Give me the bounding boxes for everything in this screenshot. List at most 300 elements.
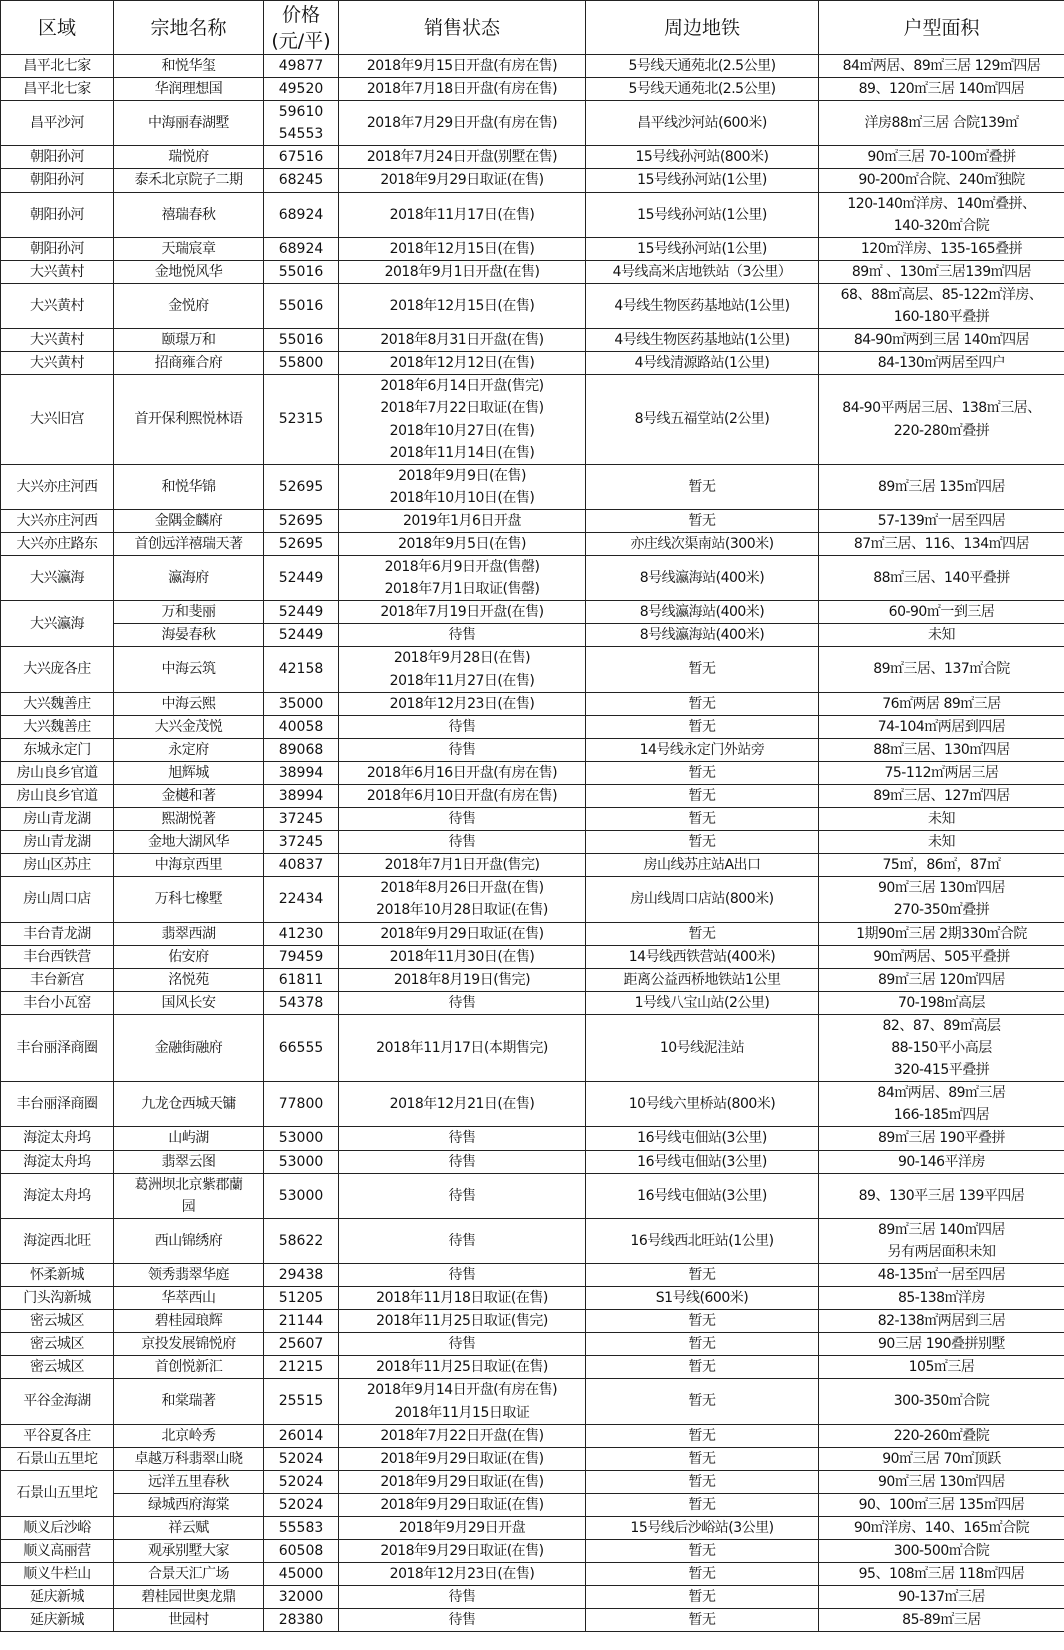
subway-cell: 房山线苏庄站A出口 <box>586 854 819 877</box>
project-name-cell: 泰禾北京院子二期 <box>114 169 264 192</box>
price-cell: 58622 <box>264 1218 339 1263</box>
price-cell: 52695 <box>264 464 339 509</box>
project-name-cell: 熙湖悦著 <box>114 808 264 831</box>
price-cell: 54378 <box>264 991 339 1014</box>
subway-cell: 暂无 <box>586 1540 819 1563</box>
project-name-cell: 和悦华玺 <box>114 55 264 78</box>
unit-area-cell: 84-90㎡两到三居 140㎡四居 <box>819 329 1064 352</box>
region-cell: 大兴瀛海 <box>1 601 114 647</box>
unit-area-cell: 60-90㎡一到三居 <box>819 601 1064 624</box>
price-cell: 21144 <box>264 1310 339 1333</box>
table-row <box>1 738 1064 761</box>
region-cell: 顺义高丽营 <box>1 1540 114 1563</box>
subway-cell: 5号线天通苑北(2.5公里) <box>586 55 819 78</box>
sales-status-cell: 2018年11月17日(在售) <box>339 192 586 237</box>
table-row <box>1 352 1064 375</box>
sales-status-cell: 待售 <box>339 1609 586 1632</box>
sales-status-cell: 待售 <box>339 624 586 647</box>
region-cell: 昌平北七家 <box>1 55 114 78</box>
project-name-cell: 金地大湖风华 <box>114 831 264 854</box>
subway-cell: 暂无 <box>586 1263 819 1286</box>
price-cell: 61811 <box>264 968 339 991</box>
unit-area-cell: 84㎡两居、89㎡三居 166-185㎡四居 <box>819 1082 1064 1127</box>
project-name-cell: 万和斐丽 <box>114 601 264 624</box>
price-cell: 55800 <box>264 352 339 375</box>
price-cell: 22434 <box>264 877 339 922</box>
region-cell: 昌平沙河 <box>1 101 114 146</box>
subway-cell: 15号线孙河站(800米) <box>586 146 819 169</box>
sales-status-cell: 待售 <box>339 715 586 738</box>
unit-area-cell: 300-500㎡合院 <box>819 1540 1064 1563</box>
unit-area-cell: 84㎡两居、89㎡三居 129㎡四居 <box>819 55 1064 78</box>
price-cell: 66555 <box>264 1014 339 1081</box>
unit-area-cell: 90㎡三居 130㎡四居 <box>819 1470 1064 1493</box>
price-cell: 29438 <box>264 1263 339 1286</box>
project-name-cell: 禧瑞春秋 <box>114 192 264 237</box>
sales-status-cell: 待售 <box>339 738 586 761</box>
table-row <box>1 101 1064 146</box>
unit-area-cell: 74-104㎡两居到四居 <box>819 715 1064 738</box>
region-cell: 大兴瀛海 <box>1 556 114 601</box>
subway-cell: 4号线生物医药基地站(1公里) <box>586 283 819 328</box>
table-row <box>1 1517 1064 1540</box>
region-cell: 怀柔新城 <box>1 1263 114 1286</box>
subway-cell: 暂无 <box>586 509 819 532</box>
table-row <box>1 78 1064 101</box>
subway-cell: 昌平线沙河站(600米) <box>586 101 819 146</box>
price-cell: 60508 <box>264 1540 339 1563</box>
project-name-cell: 颐璟万和 <box>114 329 264 352</box>
subway-cell: 暂无 <box>586 464 819 509</box>
sales-status-cell: 2018年9月29日开盘 <box>339 1517 586 1540</box>
sales-status-cell: 2018年8月26日开盘(在售) 2018年10月28日取证(在售) <box>339 877 586 922</box>
price-cell: 55583 <box>264 1517 339 1540</box>
region-cell: 丰台西铁营 <box>1 945 114 968</box>
unit-area-cell: 90-200㎡合院、240㎡独院 <box>819 169 1064 192</box>
price-cell: 79459 <box>264 945 339 968</box>
unit-area-cell: 89㎡三居 190平叠拼 <box>819 1127 1064 1150</box>
project-name-cell: 中海京西里 <box>114 854 264 877</box>
table-row <box>1 1218 1064 1263</box>
project-name-cell: 领秀翡翠华庭 <box>114 1263 264 1286</box>
table-row <box>1 1356 1064 1379</box>
subway-cell: 16号线屯佃站(3公里) <box>586 1150 819 1173</box>
price-cell: 25515 <box>264 1379 339 1424</box>
price-cell: 37245 <box>264 808 339 831</box>
table-row <box>1 375 1064 464</box>
region-cell: 丰台丽泽商圈 <box>1 1082 114 1127</box>
project-name-cell: 洺悦苑 <box>114 968 264 991</box>
subway-cell: 8号线瀛海站(400米) <box>586 624 819 647</box>
header-price: 价格 (元/平) <box>264 1 339 55</box>
subway-cell: 暂无 <box>586 785 819 808</box>
region-cell: 密云城区 <box>1 1333 114 1356</box>
region-cell: 房山区苏庄 <box>1 854 114 877</box>
project-name-cell: 和棠瑞著 <box>114 1379 264 1424</box>
region-cell: 大兴旧宫 <box>1 375 114 464</box>
price-cell: 55016 <box>264 329 339 352</box>
region-cell: 海淀太舟坞 <box>1 1150 114 1173</box>
region-cell: 丰台青龙湖 <box>1 922 114 945</box>
project-name-cell: 葛洲坝北京紫郡蘭 园 <box>114 1173 264 1218</box>
table-row <box>1 808 1064 831</box>
region-cell: 朝阳孙河 <box>1 192 114 237</box>
price-cell: 42158 <box>264 647 339 692</box>
project-name-cell: 祥云赋 <box>114 1517 264 1540</box>
price-cell: 52695 <box>264 532 339 555</box>
sales-status-cell: 2018年12月21日(在售) <box>339 1082 586 1127</box>
sales-status-cell: 2018年9月1日开盘(在售) <box>339 260 586 283</box>
subway-cell: 房山线周口店站(800米) <box>586 877 819 922</box>
price-cell: 40837 <box>264 854 339 877</box>
region-cell: 大兴黄村 <box>1 352 114 375</box>
sales-status-cell: 2018年6月16日开盘(有房在售) <box>339 761 586 784</box>
subway-cell: 暂无 <box>586 1356 819 1379</box>
project-name-cell: 华润理想国 <box>114 78 264 101</box>
sales-status-cell: 2018年9月29日取证(在售) <box>339 1493 586 1516</box>
subway-cell: 暂无 <box>586 1563 819 1586</box>
price-cell: 52315 <box>264 375 339 464</box>
sales-status-cell: 2018年7月18日开盘(有房在售) <box>339 78 586 101</box>
subway-cell: 4号线高米店地铁站（3公里） <box>586 260 819 283</box>
table-row <box>1 1173 1064 1218</box>
sales-status-cell: 2018年7月19日开盘(在售) <box>339 601 586 624</box>
table-row <box>1 968 1064 991</box>
unit-area-cell: 84-130㎡两居至四户 <box>819 352 1064 375</box>
project-name-cell: 世园村 <box>114 1609 264 1632</box>
project-name-cell: 海晏春秋 <box>114 624 264 647</box>
unit-area-cell: 120㎡洋房、135-165叠拼 <box>819 237 1064 260</box>
table-row <box>1 1333 1064 1356</box>
region-cell: 密云城区 <box>1 1310 114 1333</box>
unit-area-cell: 89㎡三居 120㎡四居 <box>819 968 1064 991</box>
price-cell: 37245 <box>264 831 339 854</box>
subway-cell: 暂无 <box>586 1470 819 1493</box>
sales-status-cell: 2018年11月18日取证(在售) <box>339 1287 586 1310</box>
price-cell: 21215 <box>264 1356 339 1379</box>
sales-status-cell: 2018年12月23日(在售) <box>339 692 586 715</box>
price-cell: 68245 <box>264 169 339 192</box>
header-sales-status: 销售状态 <box>339 1 586 55</box>
subway-cell: 4号线清源路站(1公里) <box>586 352 819 375</box>
table-row <box>1 1447 1064 1470</box>
table-row <box>1 283 1064 328</box>
unit-area-cell: 89㎡三居 140㎡四居 另有两居面积未知 <box>819 1218 1064 1263</box>
sales-status-cell: 2018年9月29日取证(在售) <box>339 1447 586 1470</box>
unit-area-cell: 90㎡三居 70㎡顶跃 <box>819 1447 1064 1470</box>
unit-area-cell: 89、120㎡三居 140㎡四居 <box>819 78 1064 101</box>
project-name-cell: 合景天汇广场 <box>114 1563 264 1586</box>
unit-area-cell: 70-198㎡高层 <box>819 991 1064 1014</box>
table-row <box>1 1540 1064 1563</box>
sales-status-cell: 2018年6月10日开盘(有房在售) <box>339 785 586 808</box>
sales-status-cell: 2018年11月17日(本期售完) <box>339 1014 586 1081</box>
region-cell: 朝阳孙河 <box>1 169 114 192</box>
price-cell: 53000 <box>264 1173 339 1218</box>
project-name-cell: 绿城西府海棠 <box>114 1493 264 1516</box>
unit-area-cell: 洋房88㎡三居 合院139㎡ <box>819 101 1064 146</box>
table-row <box>1 1287 1064 1310</box>
table-row <box>1 1609 1064 1632</box>
subway-cell: 暂无 <box>586 922 819 945</box>
price-cell: 28380 <box>264 1609 339 1632</box>
sales-status-cell: 2018年9月29日取证(在售) <box>339 169 586 192</box>
subway-cell: 15号线孙河站(1公里) <box>586 169 819 192</box>
unit-area-cell: 95、108㎡三居 118㎡四居 <box>819 1563 1064 1586</box>
subway-cell: 亦庄线次渠南站(300米) <box>586 532 819 555</box>
region-cell: 昌平北七家 <box>1 78 114 101</box>
price-cell: 52024 <box>264 1493 339 1516</box>
subway-cell: 8号线瀛海站(400米) <box>586 556 819 601</box>
table-row <box>1 692 1064 715</box>
price-cell: 32000 <box>264 1586 339 1609</box>
sales-status-cell: 2018年7月1日开盘(售完) <box>339 854 586 877</box>
sales-status-cell: 2018年11月25日取证(在售) <box>339 1356 586 1379</box>
region-cell: 延庆新城 <box>1 1586 114 1609</box>
sales-status-cell: 2018年11月25日取证(售完) <box>339 1310 586 1333</box>
unit-area-cell: 90-137㎡三居 <box>819 1586 1064 1609</box>
sales-status-cell: 2018年9月29日取证(在售) <box>339 922 586 945</box>
sales-status-cell: 待售 <box>339 1127 586 1150</box>
region-cell: 海淀西北旺 <box>1 1218 114 1263</box>
table-row <box>1 1493 1064 1516</box>
sales-status-cell: 2018年9月5日(在售) <box>339 532 586 555</box>
project-name-cell: 万科七橡墅 <box>114 877 264 922</box>
table-row <box>1 715 1064 738</box>
price-cell: 41230 <box>264 922 339 945</box>
project-name-cell: 永定府 <box>114 738 264 761</box>
subway-cell: 15号线孙河站(1公里) <box>586 192 819 237</box>
table-row <box>1 624 1064 647</box>
unit-area-cell: 未知 <box>819 808 1064 831</box>
project-name-cell: 翡翠西湖 <box>114 922 264 945</box>
subway-cell: 15号线孙河站(1公里) <box>586 237 819 260</box>
table-row <box>1 192 1064 237</box>
project-name-cell: 碧桂园世奥龙鼎 <box>114 1586 264 1609</box>
sales-status-cell: 2018年12月15日(在售) <box>339 237 586 260</box>
project-name-cell: 中海丽春湖墅 <box>114 101 264 146</box>
unit-area-cell: 90三居 190叠拼别墅 <box>819 1333 1064 1356</box>
project-name-cell: 和悦华锦 <box>114 464 264 509</box>
unit-area-cell: 220-260㎡叠院 <box>819 1424 1064 1447</box>
sales-status-cell: 2018年12月12日(在售) <box>339 352 586 375</box>
price-cell: 55016 <box>264 260 339 283</box>
project-name-cell: 观承别墅大家 <box>114 1540 264 1563</box>
sales-status-cell: 待售 <box>339 1150 586 1173</box>
sales-status-cell: 2018年7月29日开盘(有房在售) <box>339 101 586 146</box>
sales-status-cell: 待售 <box>339 1263 586 1286</box>
subway-cell: 4号线生物医药基地站(1公里) <box>586 329 819 352</box>
region-cell: 平谷夏各庄 <box>1 1424 114 1447</box>
price-cell: 49877 <box>264 55 339 78</box>
table-row <box>1 1563 1064 1586</box>
price-cell: 52695 <box>264 509 339 532</box>
region-cell: 大兴黄村 <box>1 329 114 352</box>
sales-status-cell: 待售 <box>339 1218 586 1263</box>
project-name-cell: 瀛海府 <box>114 556 264 601</box>
sales-status-cell: 2018年6月9日开盘(售罄) 2018年7月1日取证(售罄) <box>339 556 586 601</box>
subway-cell: 暂无 <box>586 715 819 738</box>
project-name-cell: 金樾和著 <box>114 785 264 808</box>
table-row <box>1 464 1064 509</box>
unit-area-cell: 90㎡三居 130㎡四居 270-350㎡叠拼 <box>819 877 1064 922</box>
table-row <box>1 761 1064 784</box>
subway-cell: 暂无 <box>586 1379 819 1424</box>
project-name-cell: 北京岭秀 <box>114 1424 264 1447</box>
subway-cell: 15号线后沙峪站(3公里) <box>586 1517 819 1540</box>
region-cell: 海淀太舟坞 <box>1 1173 114 1218</box>
unit-area-cell: 75-112㎡两居三居 <box>819 761 1064 784</box>
unit-area-cell: 89㎡三居、137㎡合院 <box>819 647 1064 692</box>
region-cell: 房山青龙湖 <box>1 831 114 854</box>
project-name-cell: 旭辉城 <box>114 761 264 784</box>
sales-status-cell: 待售 <box>339 831 586 854</box>
table-row <box>1 1379 1064 1424</box>
unit-area-cell: 未知 <box>819 831 1064 854</box>
region-cell: 丰台小瓦窑 <box>1 991 114 1014</box>
sales-status-cell: 2018年12月15日(在售) <box>339 283 586 328</box>
sales-status-cell: 待售 <box>339 1173 586 1218</box>
sales-status-cell: 2018年9月15日开盘(有房在售) <box>339 55 586 78</box>
sales-status-cell: 2018年9月9日(在售) 2018年10月10日(在售) <box>339 464 586 509</box>
price-cell: 52449 <box>264 624 339 647</box>
subway-cell: 暂无 <box>586 1310 819 1333</box>
region-cell: 延庆新城 <box>1 1609 114 1632</box>
unit-area-cell: 82、87、89㎡高层 88-150平小高层 320-415平叠拼 <box>819 1014 1064 1081</box>
unit-area-cell: 88㎡三居、140平叠拼 <box>819 556 1064 601</box>
unit-area-cell: 75㎡，86㎡，87㎡ <box>819 854 1064 877</box>
table-row <box>1 601 1064 624</box>
sales-status-cell: 2018年7月22日开盘(在售) <box>339 1424 586 1447</box>
subway-cell: 暂无 <box>586 1493 819 1516</box>
subway-cell: 暂无 <box>586 1586 819 1609</box>
region-cell: 大兴黄村 <box>1 260 114 283</box>
project-name-cell: 翡翠云图 <box>114 1150 264 1173</box>
header-project-name: 宗地名称 <box>114 1 264 55</box>
price-cell: 52024 <box>264 1470 339 1493</box>
table-row <box>1 1310 1064 1333</box>
unit-area-cell: 68、88㎡高层、85-122㎡洋房、 160-180平叠拼 <box>819 283 1064 328</box>
unit-area-cell: 57-139㎡一居至四居 <box>819 509 1064 532</box>
table-row <box>1 146 1064 169</box>
table-row <box>1 831 1064 854</box>
price-cell: 67516 <box>264 146 339 169</box>
header-row <box>1 1 1064 55</box>
unit-area-cell: 84-90平两居三居、138㎡三居、 220-280㎡叠拼 <box>819 375 1064 464</box>
sales-status-cell: 2018年8月31日开盘(在售) <box>339 329 586 352</box>
project-name-cell: 中海云筑 <box>114 647 264 692</box>
table-row <box>1 556 1064 601</box>
sales-status-cell: 2018年9月29日取证(在售) <box>339 1540 586 1563</box>
table-body <box>1 55 1064 1632</box>
unit-area-cell: 未知 <box>819 624 1064 647</box>
sales-status-cell: 2018年11月30日(在售) <box>339 945 586 968</box>
price-cell: 51205 <box>264 1287 339 1310</box>
unit-area-cell: 90㎡两居、505平叠拼 <box>819 945 1064 968</box>
project-name-cell: 九龙仓西城天镛 <box>114 1082 264 1127</box>
table-row <box>1 1586 1064 1609</box>
table-row <box>1 991 1064 1014</box>
region-cell: 东城永定门 <box>1 738 114 761</box>
table-row <box>1 260 1064 283</box>
subway-cell: 暂无 <box>586 761 819 784</box>
price-cell: 89068 <box>264 738 339 761</box>
region-cell: 大兴魏善庄 <box>1 692 114 715</box>
table-row <box>1 532 1064 555</box>
subway-cell: 8号线五福堂站(2公里) <box>586 375 819 464</box>
sales-status-cell: 2018年7月24日开盘(别墅在售) <box>339 146 586 169</box>
table-row <box>1 55 1064 78</box>
price-cell: 35000 <box>264 692 339 715</box>
region-cell: 石景山五里坨 <box>1 1447 114 1470</box>
subway-cell: 暂无 <box>586 647 819 692</box>
region-cell: 密云城区 <box>1 1356 114 1379</box>
subway-cell: 5号线天通苑北(2.5公里) <box>586 78 819 101</box>
unit-area-cell: 85-89㎡三居 <box>819 1609 1064 1632</box>
subway-cell: 10号线泥洼站 <box>586 1014 819 1081</box>
project-name-cell: 金隅金麟府 <box>114 509 264 532</box>
table-row <box>1 1424 1064 1447</box>
price-cell: 49520 <box>264 78 339 101</box>
unit-area-cell: 89、130平三居 139平四居 <box>819 1173 1064 1218</box>
price-cell: 68924 <box>264 237 339 260</box>
project-name-cell: 华萃西山 <box>114 1287 264 1310</box>
price-cell: 68924 <box>264 192 339 237</box>
region-cell: 大兴亦庄路东 <box>1 532 114 555</box>
subway-cell: 暂无 <box>586 1424 819 1447</box>
region-cell: 顺义牛栏山 <box>1 1563 114 1586</box>
unit-area-cell: 82-138㎡两居到三居 <box>819 1310 1064 1333</box>
sales-status-cell: 2018年9月28日(在售) 2018年11月27日(在售) <box>339 647 586 692</box>
price-cell: 25607 <box>264 1333 339 1356</box>
subway-cell: 14号线永定门外站旁 <box>586 738 819 761</box>
project-name-cell: 金融街融府 <box>114 1014 264 1081</box>
project-name-cell: 瑞悦府 <box>114 146 264 169</box>
subway-cell: 14号线西铁营站(400米) <box>586 945 819 968</box>
subway-cell: 16号线屯佃站(3公里) <box>586 1173 819 1218</box>
table-row <box>1 237 1064 260</box>
price-cell: 77800 <box>264 1082 339 1127</box>
unit-area-cell: 300-350㎡合院 <box>819 1379 1064 1424</box>
region-cell: 朝阳孙河 <box>1 237 114 260</box>
subway-cell: 暂无 <box>586 808 819 831</box>
table-row <box>1 1127 1064 1150</box>
sales-status-cell: 待售 <box>339 808 586 831</box>
price-cell: 52449 <box>264 601 339 624</box>
project-name-cell: 山屿湖 <box>114 1127 264 1150</box>
region-cell: 门头沟新城 <box>1 1287 114 1310</box>
price-cell: 59610 54553 <box>264 101 339 146</box>
unit-area-cell: 76㎡两居 89㎡三居 <box>819 692 1064 715</box>
table-row <box>1 509 1064 532</box>
table-row <box>1 877 1064 922</box>
project-name-cell: 金地悦风华 <box>114 260 264 283</box>
table-row <box>1 1014 1064 1081</box>
region-cell: 房山青龙湖 <box>1 808 114 831</box>
project-name-cell: 首创悦新汇 <box>114 1356 264 1379</box>
table-row <box>1 945 1064 968</box>
table-row <box>1 854 1064 877</box>
sales-status-cell: 待售 <box>339 991 586 1014</box>
header-subway: 周边地铁 <box>586 1 819 55</box>
sales-status-cell: 2019年1月6日开盘 <box>339 509 586 532</box>
price-cell: 55016 <box>264 283 339 328</box>
subway-cell: 暂无 <box>586 1609 819 1632</box>
region-cell: 大兴魏善庄 <box>1 715 114 738</box>
project-name-cell: 远洋五里春秋 <box>114 1470 264 1493</box>
table-row <box>1 1150 1064 1173</box>
price-cell: 26014 <box>264 1424 339 1447</box>
